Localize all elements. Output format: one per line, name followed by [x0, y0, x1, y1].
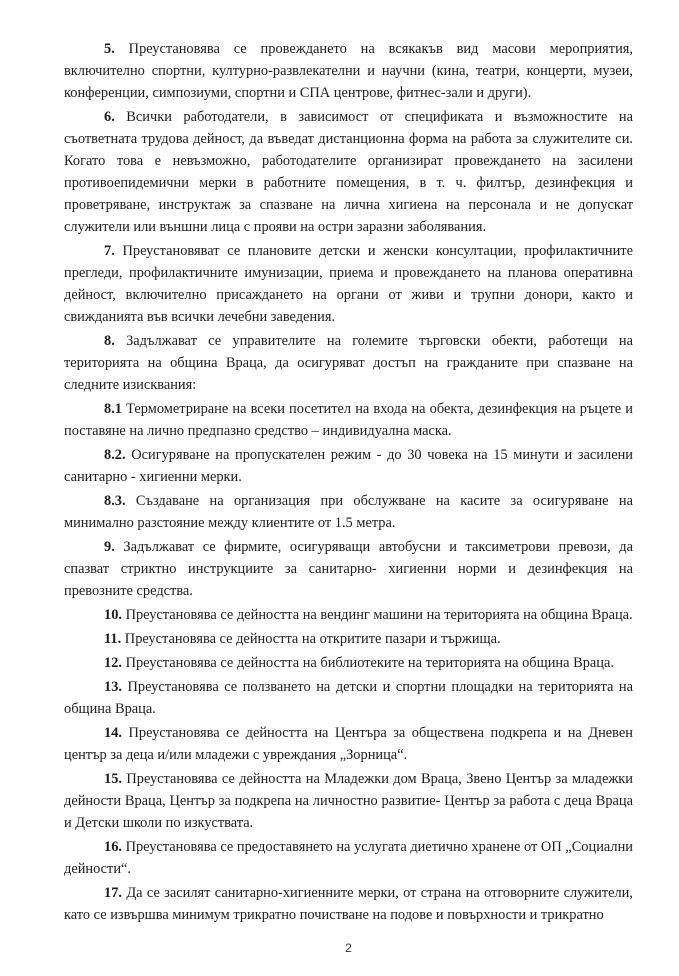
paragraph-number: 14.: [104, 725, 122, 741]
paragraph-text: Всички работодатели, в зависимост от спецификата и възможностите на съответната трудова дейност, да въведат дистанционна форма на работа за служителите си. Когато това е невъзможно, работодателите организират провеждането на засилени противоепидемични мерки в работните помещения, в т. ч. филтър, дезинфекция и проветряване, инструктаж за спазване на лична хигиена на персонала и не допускат служители или външни лица с прояви на остри заразни заболявания.: [64, 109, 633, 235]
paragraph-17: [64, 882, 633, 926]
paragraph-text: Преустановява се дейността на Центъра за обществена подкрепа и на Дневен център за деца и/или младежи с увреждания „Зорница“.: [64, 725, 633, 763]
paragraph-number: 12.: [104, 655, 122, 671]
paragraph-8-3: [64, 490, 633, 534]
paragraph-text: Преустановява се ползването на детски и спортни площадки на територията на община Враца.: [64, 679, 633, 717]
paragraph-number: 15.: [104, 771, 122, 787]
paragraph-text: Преустановява се провеждането на всякакъв вид масови мероприятия, включително спортни, културно-развлекателни и научни (кина, театри, концерти, музеи, конференции, симпозиуми, спортни и СПА центрове, фитнес-зали и други).: [64, 41, 633, 101]
paragraph-number: 16.: [104, 839, 122, 855]
paragraph-text: Преустановява се дейността на вендинг машини на територията на община Враца.: [122, 607, 633, 623]
paragraph-text: Термометриране на всеки посетител на входа на обекта, дезинфекция на ръцете и поставяне на лично предпазно средство – индивидуална маска.: [64, 401, 633, 439]
paragraph-8-1: [64, 398, 633, 442]
paragraph-8-2: [64, 444, 633, 488]
paragraph-15: [64, 768, 633, 834]
paragraph-text: Преустановява се дейността на откритите пазари и тържища.: [121, 631, 501, 647]
paragraph-16: [64, 836, 633, 880]
paragraph-number: 8.: [104, 333, 115, 349]
paragraph-text: Задължават се управителите на големите търговски обекти, работещи на територията на община Враца, да осигуряват достъп на гражданите при спазване на следните изисквания:: [64, 333, 633, 393]
paragraph-11: [64, 628, 633, 650]
paragraph-9: [64, 536, 633, 602]
paragraph-8: [64, 330, 633, 396]
paragraph-text: Да се засилят санитарно-хигиенните мерки, от страна на отговорните служители, като се извършва минимум трикратно почистване на подове и повърхности и трикратно: [64, 885, 633, 923]
paragraph-number: 8.3.: [104, 493, 126, 509]
paragraph-text: Преустановява се дейността на Младежки дом Враца, Звено Център за младежки дейности Враца, Център за подкрепа на личностно развитие- Център за работа с деца Враца и Детски школи по изкуствата.: [64, 771, 633, 831]
paragraph-number: 8.1: [104, 401, 122, 417]
paragraph-10: [64, 604, 633, 626]
paragraph-text: Преустановяват се плановите детски и женски консултации, профилактичните прегледи, профилактичните имунизации, приема и провеждането на планова оперативна дейност, включително присаждането на органи от живи и трупни донори, както и свижданията във всички лечебни заведения.: [64, 243, 633, 325]
paragraph-number: 17.: [104, 885, 122, 901]
paragraph-number: 11.: [104, 631, 122, 647]
paragraph-text: Преустановява се предоставянето на услугата диетично хранене от ОП „Социални дейности“.: [64, 839, 633, 877]
paragraph-text: Създаване на организация при обслужване на касите за осигуряване на минимално разстояние между клиентите от 1.5 метра.: [64, 493, 633, 531]
paragraph-number: 7.: [104, 243, 115, 259]
paragraph-6: [64, 106, 633, 238]
paragraph-number: 13.: [104, 679, 122, 695]
paragraph-number: 9.: [104, 539, 115, 555]
paragraph-number: 8.2.: [104, 447, 126, 463]
paragraph-text: Преустановява се дейността на библиотеките на територията на община Враца.: [122, 655, 614, 671]
paragraph-number: 5.: [104, 41, 115, 57]
paragraph-text: Задължават се фирмите, осигуряващи автобусни и таксиметрови превози, да спазват стриктно инструкциите за санитарно- хигиенни норми и дезинфекция на превозните средства.: [64, 539, 633, 599]
document-body: [64, 38, 633, 926]
paragraph-12: [64, 652, 633, 674]
paragraph-text: Осигуряване на пропускателен режим - до 30 човека на 15 минути и засилени санитарно - хигиенни мерки.: [64, 447, 633, 485]
paragraph-number: 10.: [104, 607, 122, 623]
paragraph-7: [64, 240, 633, 328]
paragraph-13: [64, 676, 633, 720]
paragraph-5: [64, 38, 633, 104]
paragraph-number: 6.: [104, 109, 115, 125]
page-number: 2: [345, 941, 352, 955]
paragraph-14: [64, 722, 633, 766]
